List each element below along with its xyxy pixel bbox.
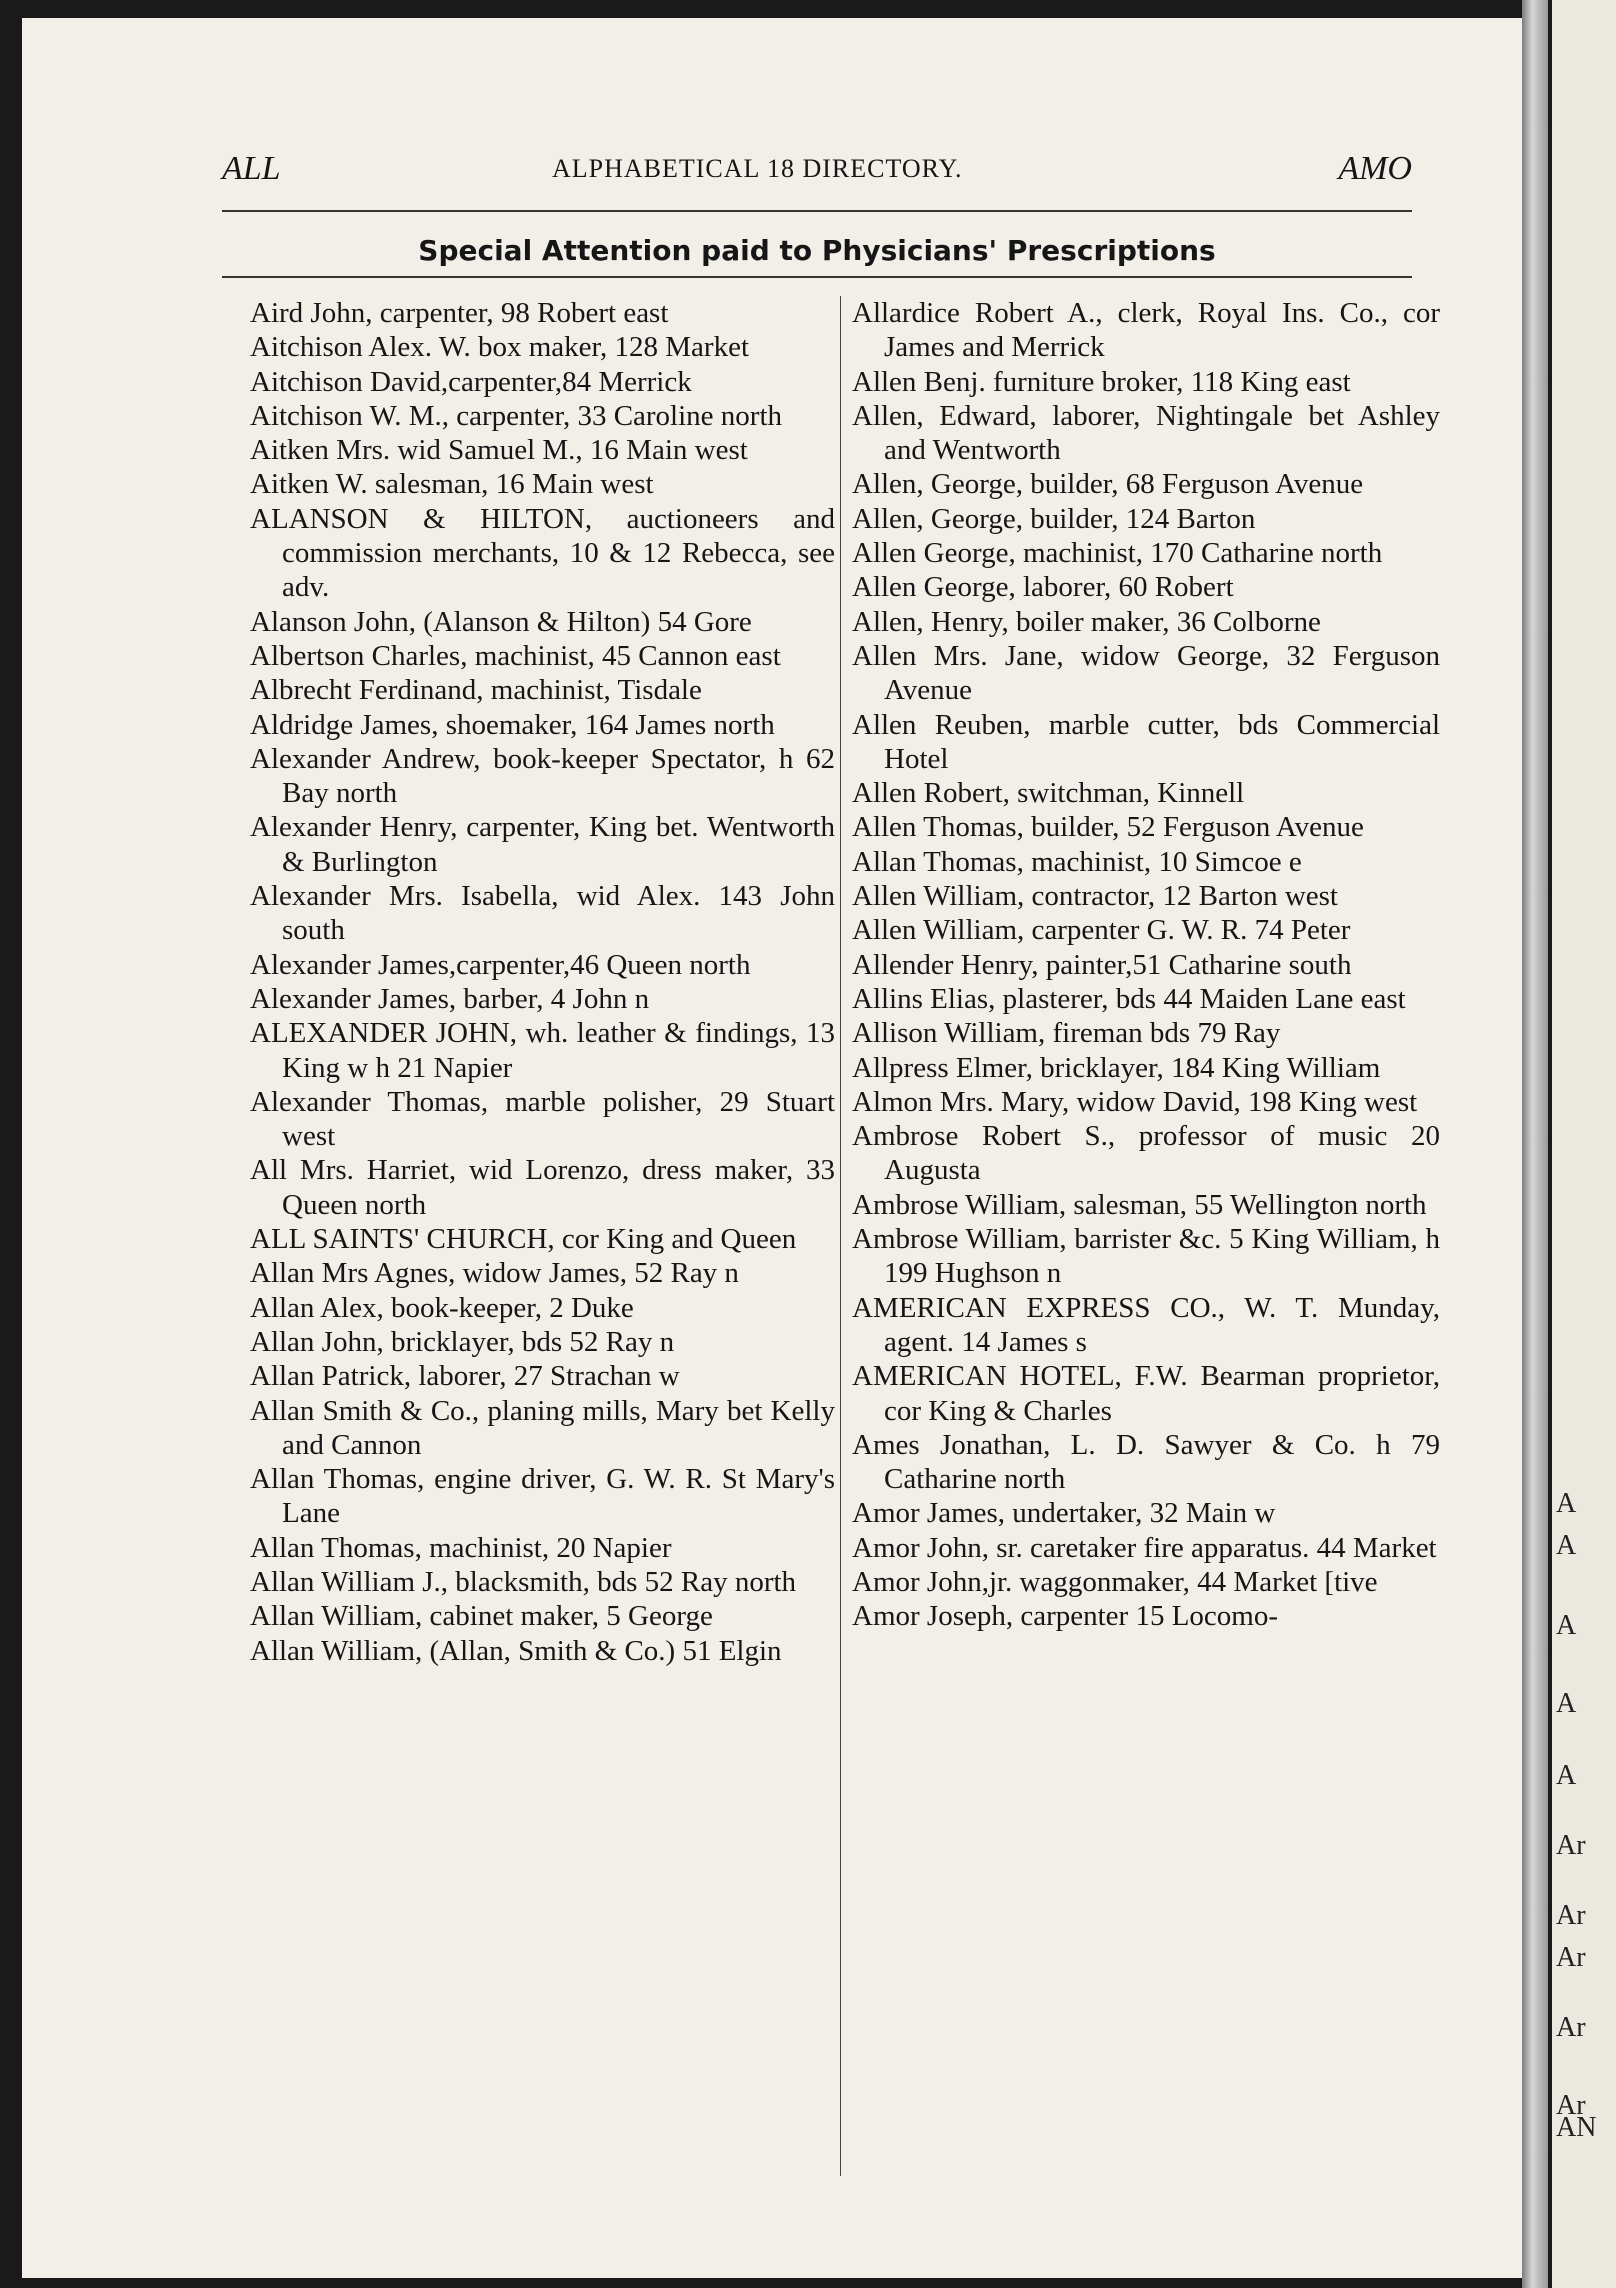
next-page-fragment: A <box>1556 1688 1577 1719</box>
directory-entry: Allan William, (Allan, Smith & Co.) 51 Elgin <box>250 1634 782 1667</box>
directory-entry: Aldridge James, shoemaker, 164 James north <box>250 708 775 741</box>
directory-entry: AMERICAN HOTEL, F.W. Bearman proprietor, cor King & Charles <box>852 1360 1440 1427</box>
directory-entry: Aitken W. salesman, 16 Main west <box>250 468 654 501</box>
directory-entry: ALANSON & HILTON, auctioneers and commission merchants, 10 & 12 Rebecca, see adv. <box>250 502 835 604</box>
next-page-fragment: Ar <box>1556 2090 1586 2121</box>
directory-entry: ALL SAINTS' CHURCH, cor King and Queen <box>250 1223 797 1256</box>
header-rule <box>222 210 1412 212</box>
directory-entry: Allen Mrs. Jane, widow George, 32 Ferguson Avenue <box>852 639 1440 707</box>
directory-entry: Allan Thomas, machinist, 20 Napier <box>250 1531 672 1564</box>
directory-entry: Alexander Thomas, marble polisher, 29 Stuart west <box>250 1085 835 1153</box>
directory-entry: ALEXANDER JOHN, wh. leather & findings, 13 King w h 21 Napier <box>250 1017 835 1084</box>
directory-entry: Alexander James, barber, 4 John n <box>250 982 650 1015</box>
next-page-fragment: A <box>1556 1760 1577 1791</box>
directory-entry: Allan Thomas, engine driver, G. W. R. St Mary's Lane <box>250 1463 835 1530</box>
page-header <box>222 150 1412 194</box>
directory-entry: Aitchison W. M., carpenter, 33 Caroline north <box>250 399 783 432</box>
directory-entry: Ambrose William, barrister &c. 5 King William, h 199 Hughson n <box>852 1223 1440 1290</box>
directory-entry: AMERICAN EXPRESS CO., W. T. Munday, agent. 14 James s <box>852 1291 1440 1358</box>
directory-entry: Allpress Elmer, bricklayer, 184 King William <box>852 1051 1381 1084</box>
directory-entry: Aitchison Alex. W. box maker, 128 Market <box>250 331 750 364</box>
directory-entry: Amor James, undertaker, 32 Main w <box>852 1497 1276 1530</box>
directory-entry: Allan Mrs Agnes, widow James, 52 Ray n <box>250 1257 739 1290</box>
directory-entry: Almon Mrs. Mary, widow David, 198 King west <box>852 1085 1418 1118</box>
directory-entry: All Mrs. Harriet, wid Lorenzo, dress maker, 33 Queen north <box>250 1154 835 1221</box>
directory-entry: Allender Henry, painter,51 Catharine south <box>852 948 1352 981</box>
directory-entry: Alexander Andrew, book-keeper Spectator, h 62 Bay north <box>250 742 835 810</box>
directory-entry: Allison William, fireman bds 79 Ray <box>852 1017 1281 1050</box>
directory-entry: Aitken Mrs. wid Samuel M., 16 Main west <box>250 434 748 467</box>
directory-entry: Allan Smith & Co., planing mills, Mary bet Kelly and Cannon <box>250 1394 835 1461</box>
header-right: AMO <box>1338 150 1412 187</box>
directory-entry: Allen Thomas, builder, 52 Ferguson Avenue <box>852 811 1364 844</box>
directory-entry: Allan Alex, book-keeper, 2 Duke <box>250 1291 634 1324</box>
directory-entry: Alanson John, (Alanson & Hilton) 54 Gore <box>250 605 752 638</box>
directory-entry: Ames Jonathan, L. D. Sawyer & Co. h 79 Catharine north <box>852 1428 1440 1496</box>
directory-entry: Allan William, cabinet maker, 5 George <box>250 1600 713 1633</box>
next-page-fragment: Ar <box>1556 1900 1586 1931</box>
directory-entry: Allen William, carpenter G. W. R. 74 Peter <box>852 914 1351 947</box>
directory-entry: Amor Joseph, carpenter 15 Locomo- <box>852 1600 1279 1633</box>
banner-rule <box>222 276 1412 278</box>
directory-entry: Allen William, contractor, 12 Barton west <box>852 880 1338 913</box>
next-page-edge <box>1552 0 1616 2288</box>
column-divider <box>840 296 841 2176</box>
directory-entry: Allen, George, builder, 124 Barton <box>852 502 1256 535</box>
directory-entry: Amor John, sr. caretaker fire apparatus. 44 Market <box>852 1531 1437 1564</box>
banner-text: Special Attention paid to Physicians' Prescriptions <box>418 234 1216 267</box>
next-page-fragment: Ar <box>1556 1942 1586 1973</box>
directory-entry: Allan Patrick, laborer, 27 Strachan w <box>250 1360 680 1393</box>
directory-entry: Albrecht Ferdinand, machinist, Tisdale <box>250 674 702 707</box>
directory-entry: Allen, George, builder, 68 Ferguson Avenue <box>852 468 1364 501</box>
left-column <box>250 296 835 1668</box>
next-page-fragment: A <box>1556 1530 1577 1561</box>
directory-entry: Allen Reuben, marble cutter, bds Commercial Hotel <box>852 708 1440 775</box>
directory-entry: Allen Benj. furniture broker, 118 King east <box>852 365 1351 398</box>
book-spine <box>1522 0 1548 2288</box>
directory-entry: Ambrose William, salesman, 55 Wellington north <box>852 1188 1427 1221</box>
directory-entry: Amor John,jr. waggonmaker, 44 Market [tive <box>852 1565 1378 1598</box>
directory-entry: Alexander James,carpenter,46 Queen north <box>250 948 751 981</box>
next-page-fragment: A <box>1556 1610 1577 1641</box>
next-page-fragment: A <box>1556 1488 1577 1519</box>
directory-entry: Allan William J., blacksmith, bds 52 Ray north <box>250 1565 797 1598</box>
directory-entry: Allan Thomas, machinist, 10 Simcoe e <box>852 845 1302 878</box>
directory-entry: Alexander Mrs. Isabella, wid Alex. 143 John south <box>250 880 835 947</box>
directory-entry: Aitchison David,carpenter,84 Merrick <box>250 365 692 398</box>
next-page-fragment: Ar <box>1556 2012 1586 2043</box>
directory-entry: Ambrose Robert S., professor of music 20 Augusta <box>852 1120 1440 1187</box>
next-page-fragment: Ar <box>1556 1830 1586 1861</box>
next-page-fragment: AN <box>1556 2112 1597 2143</box>
directory-entry: Allan John, bricklayer, bds 52 Ray n <box>250 1325 675 1358</box>
header-center: ALPHABETICAL 18 DIRECTORY. <box>552 154 963 183</box>
directory-entry: Allen, Henry, boiler maker, 36 Colborne <box>852 605 1321 638</box>
directory-entry: Allardice Robert A., clerk, Royal Ins. Co., cor James and Merrick <box>852 297 1440 364</box>
right-column <box>852 296 1440 1634</box>
directory-entry: Albertson Charles, machinist, 45 Cannon east <box>250 639 781 672</box>
directory-entry: Allins Elias, plasterer, bds 44 Maiden Lane east <box>852 982 1406 1015</box>
directory-entry: Allen George, machinist, 170 Catharine north <box>852 537 1383 570</box>
header-left: ALL <box>222 150 281 187</box>
directory-entry: Allen, Edward, laborer, Nightingale bet Ashley and Wentworth <box>852 399 1440 467</box>
directory-entry: Alexander Henry, carpenter, King bet. Wentworth & Burlington <box>250 811 835 878</box>
directory-entry: Allen Robert, switchman, Kinnell <box>852 777 1245 810</box>
directory-entry: Aird John, carpenter, 98 Robert east <box>250 297 669 329</box>
directory-entry: Allen George, laborer, 60 Robert <box>852 571 1234 604</box>
